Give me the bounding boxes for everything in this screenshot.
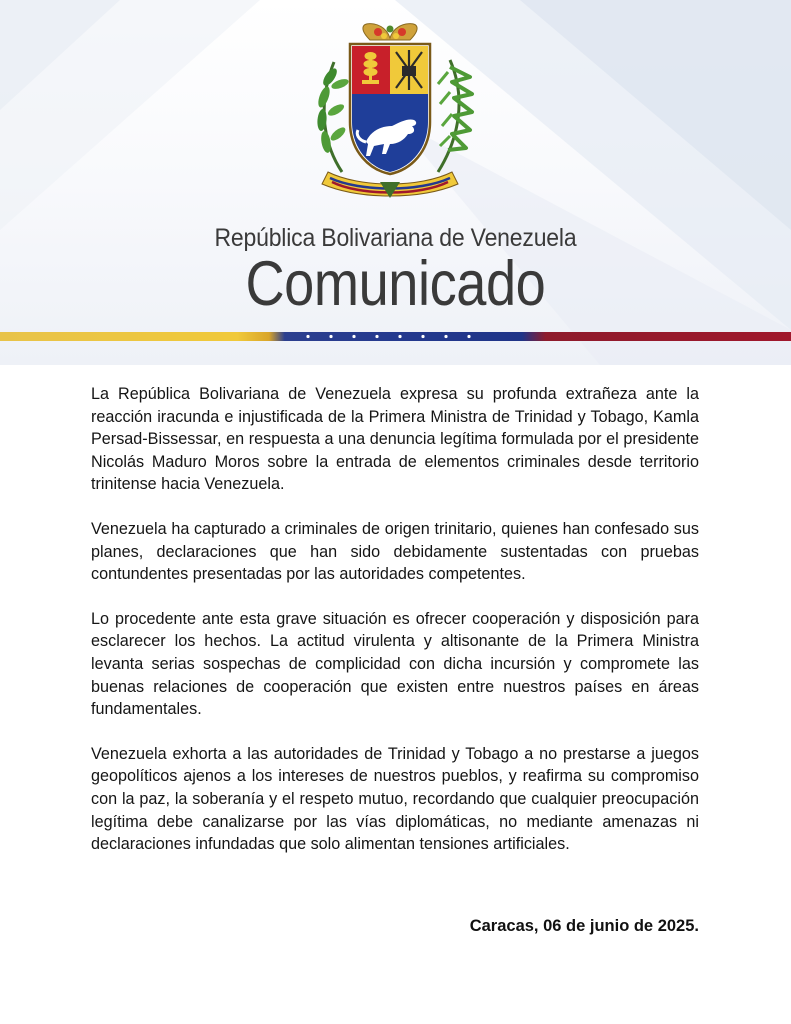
letterhead (0, 0, 791, 365)
paragraph: Venezuela ha capturado a criminales de origen trinitario, quienes han confesado sus planes, declaraciones que han sido debidamente sustentadas con pruebas contundentes presentadas por las autoridades competentes. (91, 519, 699, 584)
government-name: República Bolivariana de Venezuela (214, 224, 577, 252)
document-title: Comunicado (245, 249, 546, 319)
shield (350, 44, 430, 174)
paragraph: Lo procedente ante esta grave situación es ofrecer cooperación y disposición para esclarecer los hechos. La actitud virulenta y altisonante de la Primera Ministra levanta serias sospechas de complicidad con dicha incursión y compromete las buenas relaciones de cooperación que existen entre nuestros países en áreas fundamentales. (91, 609, 699, 719)
ribbon (322, 172, 458, 198)
palm-branch (438, 60, 472, 172)
paragraph: La República Bolivariana de Venezuela expresa su profunda extrañeza ante la reacción iracunda e injustificada de la Primera Ministra de Trinidad y Tobago, Kamla Persad-Bissessar, en respuesta a una denuncia legítima formulada por el presidente Nicolás Maduro Moros sobre la entrada de elementos criminales desde territorio trinitense hacia Venezuela. (91, 385, 699, 494)
stripe-stars (0, 332, 791, 341)
coat-of-arms-of-venezuela-icon (300, 22, 480, 200)
olive-branch (316, 62, 350, 172)
cornucopias (363, 24, 417, 40)
communique-body (91, 383, 699, 878)
paragraph: Venezuela exhorta a las autoridades de Trinidad y Tobago a no prestarse a juegos geopolíticos ajenos a los intereses de nuestros pueblos, y reafirma su compromiso con la paz, la soberanía y el respeto mutuo, recordando que cualquier preocupación legítima debe canalizarse por las vías diplomáticas, no mediante amenazas ni declaraciones infundadas que solo alimentan tensiones artificiales. (91, 744, 699, 854)
place-and-date: Caracas, 06 de junio de 2025. (469, 917, 699, 935)
